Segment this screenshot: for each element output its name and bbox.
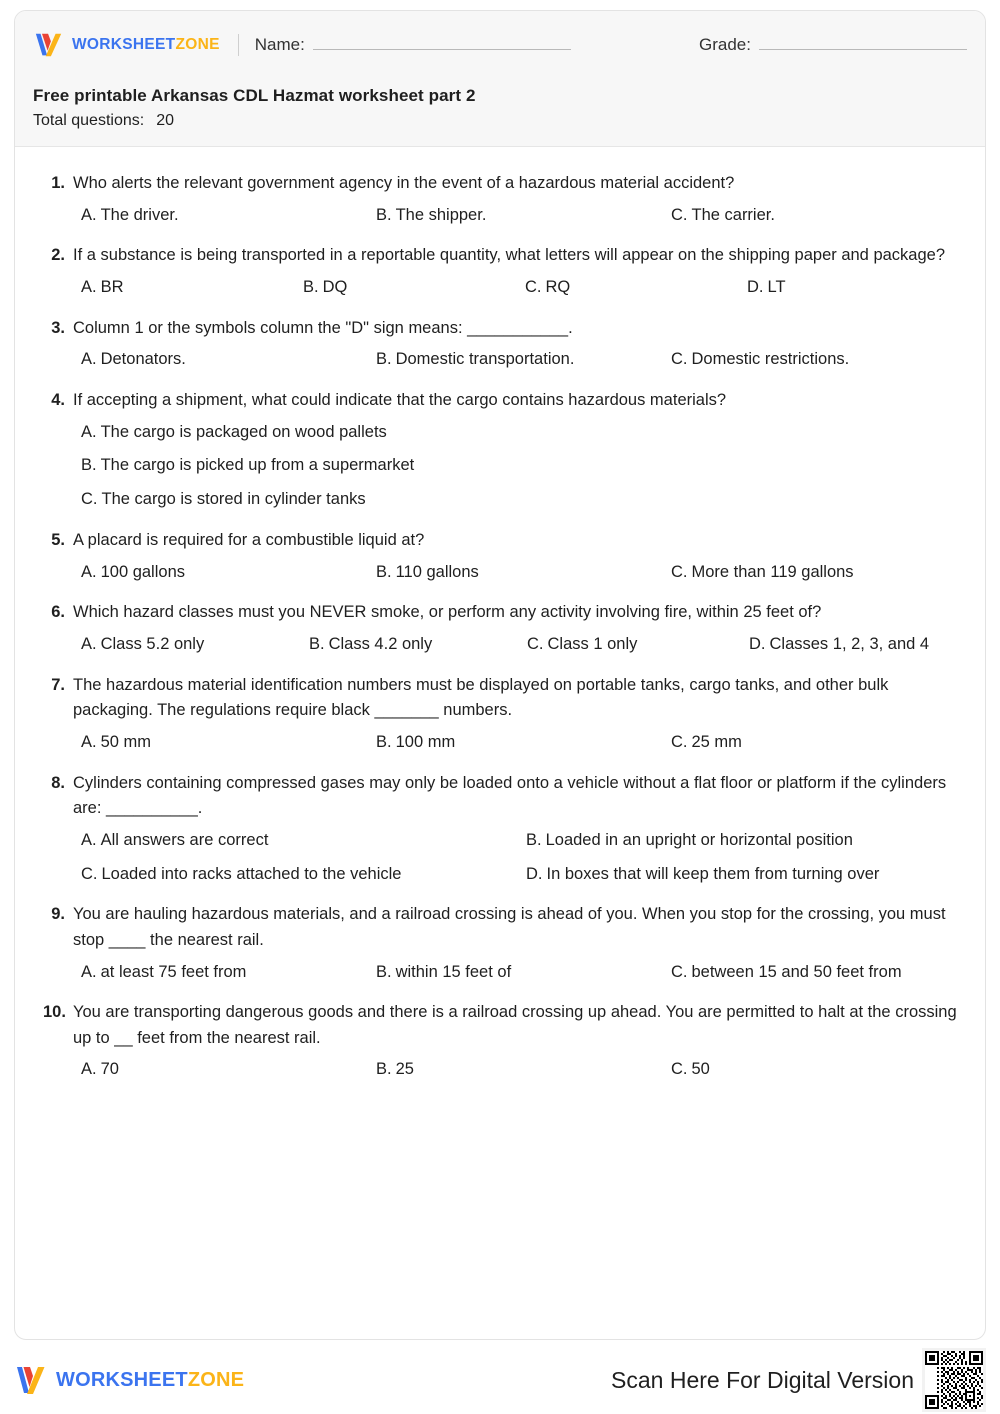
answer-option-text: The shipper. [395,205,487,224]
scan-section [611,1348,986,1412]
answer-option-text: DQ [322,277,348,296]
footer-brand-word-zone: ZONE [187,1368,245,1391]
answer-options [43,350,957,370]
brand-wordmark [72,36,220,54]
answer-option[interactable] [671,733,957,753]
answer-option-letter: B. [526,830,542,849]
answer-option-text: Class 4.2 only [328,634,433,653]
answer-option-text: 50 [691,1060,710,1079]
answer-option[interactable] [747,278,957,298]
worksheet-sheet [14,10,986,1340]
answer-option[interactable] [81,563,376,583]
answer-option-text: Domestic transportation. [395,350,575,369]
question-prompt-row [43,600,957,626]
answer-option-text: The cargo is picked up from a supermarket [100,456,415,475]
answer-option-text: Class 5.2 only [100,634,205,653]
answer-option-letter: B. [376,732,392,751]
answer-option-text: RQ [545,277,571,296]
grade-input-line[interactable] [759,35,967,50]
worksheet-header [15,11,985,147]
answer-option-text: 25 [395,1060,414,1079]
answer-option-letter: A. [81,422,97,441]
answer-option-text: All answers are correct [100,830,269,849]
answer-option-text: 100 mm [395,732,456,751]
answer-option[interactable] [671,563,957,583]
question-text: Column 1 or the symbols column the "D" sign means: ___________. [73,318,573,337]
answer-option-letter: B. [376,562,392,581]
answer-option[interactable] [81,831,526,851]
question-text: Who alerts the relevant government agency in the event of a hazardous material accident? [73,174,735,192]
worksheetzone-logo-icon [33,30,65,60]
answer-option[interactable] [376,563,671,583]
answer-option-letter: C. [671,1060,688,1079]
answer-option-text: The driver. [100,205,179,224]
answer-option[interactable] [525,278,747,298]
grade-field[interactable] [699,35,967,55]
answer-option[interactable] [749,635,957,655]
answer-option-text: The cargo is stored in cylinder tanks [101,490,366,509]
question-text: Cylinders containing compressed gases may only be loaded onto a vehicle without a flat floor or platform if the cylinders are: __________. [73,773,947,818]
answer-option-text: between 15 and 50 feet from [691,962,902,981]
question-number: 5. [51,531,65,550]
question-item [43,902,957,982]
answer-options [43,831,957,885]
answer-option-letter: A. [81,732,97,751]
answer-option-letter: C. [671,962,688,981]
header-divider [238,34,239,56]
question-number: 1. [51,174,65,192]
answer-options [43,206,957,226]
answer-option[interactable] [376,1060,671,1080]
question-prompt-row [43,316,957,342]
question-item [43,171,957,225]
answer-option[interactable] [671,350,957,370]
question-item [43,316,957,370]
answer-option[interactable] [303,278,525,298]
name-input-line[interactable] [313,35,571,50]
question-number: 7. [51,675,65,694]
name-field[interactable] [255,35,571,55]
question-number: 4. [51,391,65,410]
answer-option-letter: A. [81,830,97,849]
answer-option-letter: C. [525,277,542,296]
answer-options [43,1060,957,1080]
answer-option[interactable] [671,1060,957,1080]
answer-option-letter: C. [671,205,688,224]
answer-option-text: Domestic restrictions. [691,350,850,369]
question-number: 6. [51,603,65,622]
answer-option-text: at least 75 feet from [100,962,247,981]
question-prompt-row [43,1000,957,1051]
question-prompt-row [43,771,957,822]
total-questions-label: Total questions: [33,112,145,129]
answer-option[interactable] [81,456,957,476]
answer-option[interactable] [527,635,749,655]
answer-option-letter: B. [376,962,392,981]
answer-option[interactable] [81,490,957,510]
answer-option[interactable] [81,423,957,443]
answer-option-letter: A. [81,350,97,369]
answer-option[interactable] [309,635,527,655]
answer-option-letter: C. [81,490,98,509]
answer-option-text: Class 1 only [547,634,638,653]
question-item [43,771,957,885]
footer-brand-word-worksheet: WORKSHEET [56,1368,188,1391]
answer-option-text: 110 gallons [395,562,479,581]
scan-label: Scan Here For Digital Version [611,1366,914,1393]
answer-option-letter: C. [671,732,688,751]
answer-option-letter: D. [747,277,764,296]
question-prompt-row [43,388,957,414]
answer-option-letter: A. [81,205,97,224]
question-text: Which hazard classes must you NEVER smoke, or perform any activity involving fire, within 25 feet of? [73,603,822,622]
answer-option-letter: A. [81,634,97,653]
answer-option-letter: B. [376,350,392,369]
answer-option[interactable] [81,350,376,370]
brand-word-worksheet: WORKSHEET [72,36,176,53]
answer-option-letter: B. [309,634,325,653]
question-prompt-row [43,673,957,724]
answer-option-letter: B. [376,205,392,224]
question-text: If a substance is being transported in a reportable quantity, what letters will appear on the shipping paper and package? [73,246,946,265]
answer-option[interactable] [81,635,309,655]
answer-option-text: In boxes that will keep them from turning over [546,864,880,883]
total-questions-value: 20 [156,112,174,129]
answer-option-letter: A. [81,962,97,981]
header-top-row [33,27,967,63]
answer-option[interactable] [81,206,376,226]
question-text: A placard is required for a combustible liquid at? [73,531,425,550]
question-number: 2. [51,246,65,265]
answer-option-text: LT [767,277,786,296]
answer-option-letter: D. [526,864,543,883]
question-item [43,673,957,753]
answer-option-letter: D. [749,634,766,653]
question-item [43,243,957,297]
answer-option-letter: C. [671,562,688,581]
question-text: The hazardous material identification numbers must be displayed on portable tanks, cargo tanks, and other bulk packaging. The regulations require black _______ numbers. [73,675,889,720]
question-item [43,1000,957,1080]
question-text: If accepting a shipment, what could indicate that the cargo contains hazardous materials? [73,391,727,410]
question-number: 10. [43,1003,66,1022]
answer-options [43,563,957,583]
worksheetzone-logo-icon [14,1364,48,1396]
answer-option-letter: A. [81,277,97,296]
question-item [43,600,957,654]
answer-option[interactable] [81,865,526,885]
questions-list [15,147,985,1080]
answer-option[interactable] [671,963,957,983]
grade-label: Grade: [699,35,751,54]
brand-word-zone: ZONE [175,36,220,53]
question-text: You are hauling hazardous materials, and a railroad crossing is ahead of you. When you stop for the crossing, you must stop ____ the nearest rail. [73,905,946,949]
footer-brand-wordmark [56,1369,244,1392]
answer-option-letter: A. [81,562,97,581]
question-number: 9. [51,905,65,924]
answer-option[interactable] [81,963,376,983]
answer-option[interactable] [526,831,957,851]
answer-option[interactable] [81,1060,376,1080]
answer-option-text: Loaded into racks attached to the vehicle [101,864,402,883]
answer-option[interactable] [376,963,671,983]
question-number: 8. [51,773,65,792]
answer-options [43,635,957,655]
answer-options [43,963,957,983]
answer-option-letter: C. [527,634,544,653]
qr-code-icon[interactable] [922,1348,986,1412]
answer-option-text: The carrier. [691,205,775,224]
answer-option-text: 25 mm [691,732,742,751]
question-item [43,388,957,510]
answer-option-text: 100 gallons [100,562,185,581]
answer-option-text: The cargo is packaged on wood pallets [100,422,387,441]
answer-option-text: Loaded in an upright or horizontal position [545,830,853,849]
answer-option-letter: B. [303,277,319,296]
answer-option-letter: A. [81,1060,97,1079]
answer-option[interactable] [81,733,376,753]
question-text: You are transporting dangerous goods and there is a railroad crossing up ahead. You are permitted to halt at the crossing up to __ feet from the nearest rail. [73,1003,957,1047]
answer-option-text: Classes 1, 2, 3, and 4 [769,634,930,653]
total-questions-row [33,112,967,130]
question-item [43,528,957,582]
answer-options [43,423,957,510]
answer-option-text: within 15 feet of [395,962,512,981]
question-number: 3. [51,318,65,337]
answer-option[interactable] [376,206,671,226]
question-prompt-row [43,171,957,197]
footer-brand[interactable] [14,1364,244,1396]
answer-option[interactable] [526,865,957,885]
worksheet-title: Free printable Arkansas CDL Hazmat worksheet part 2 [33,86,476,105]
answer-option[interactable] [81,278,303,298]
answer-option[interactable] [376,733,671,753]
question-prompt-row [43,902,957,953]
answer-option-text: BR [100,277,124,296]
answer-option[interactable] [376,350,671,370]
answer-option-text: 50 mm [100,732,152,751]
name-label: Name: [254,35,305,54]
answer-option-letter: C. [81,864,98,883]
answer-option-letter: C. [671,350,688,369]
question-prompt-row [43,243,957,269]
answer-options [43,278,957,298]
page-footer [14,1352,986,1408]
answer-option-letter: B. [376,1060,392,1079]
answer-options [43,733,957,753]
answer-option-text: 70 [100,1060,119,1079]
answer-option[interactable] [671,206,957,226]
answer-option-text: More than 119 gallons [691,562,854,581]
answer-option-text: Detonators. [100,350,186,369]
question-prompt-row [43,528,957,554]
answer-option-letter: B. [81,456,97,475]
